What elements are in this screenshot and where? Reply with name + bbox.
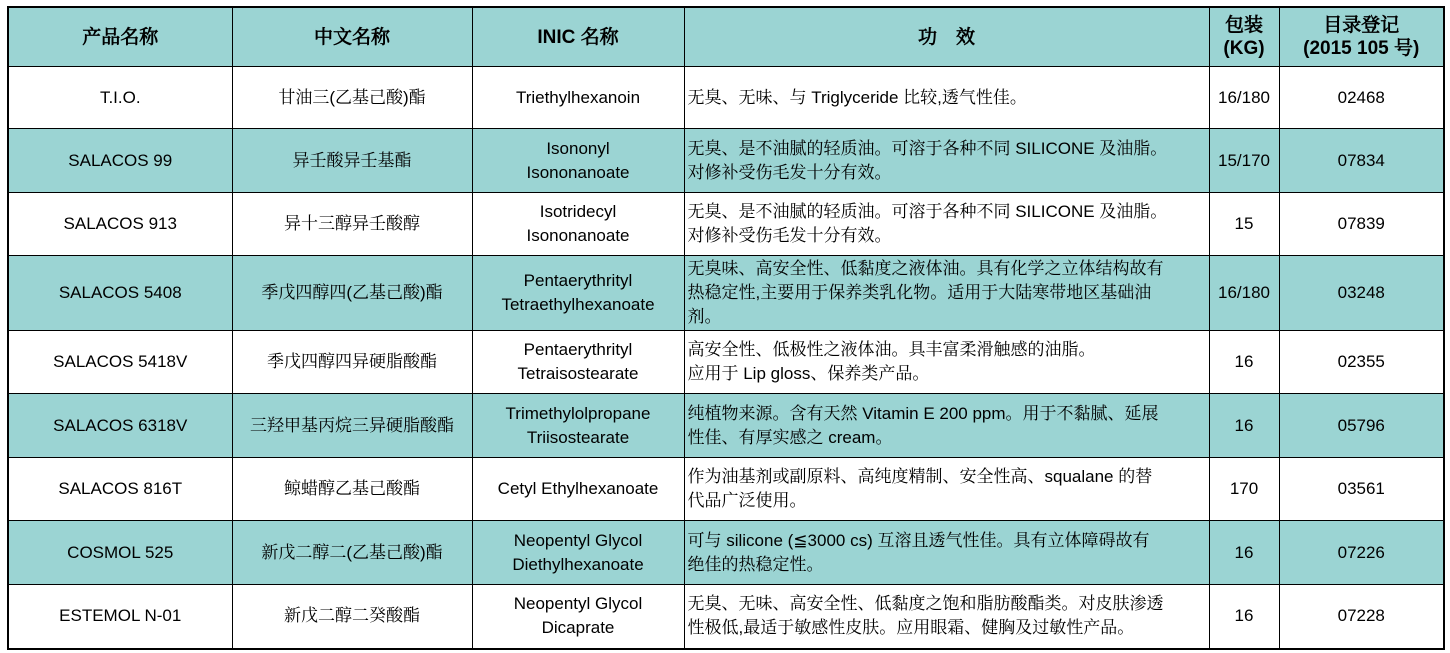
effect-line: 纯植物来源。含有天然 Vitamin E 200 ppm。用于不黏腻、延展 — [687, 403, 1159, 423]
cell-product-name: T.I.O. — [8, 67, 232, 129]
cell-chinese-name: 异壬酸异壬基酯 — [232, 129, 472, 193]
cell-packaging: 16 — [1209, 394, 1279, 458]
cell-inic-name — [472, 585, 684, 649]
effect-line: 绝佳的热稳定性。 — [687, 554, 824, 574]
table-row — [8, 458, 1444, 521]
cell-packaging: 16/180 — [1209, 256, 1279, 331]
cell-registration: 02468 — [1279, 67, 1444, 129]
cell-registration: 02355 — [1279, 331, 1444, 394]
cell-effect — [684, 331, 1209, 394]
cell-packaging: 15/170 — [1209, 129, 1279, 193]
cell-packaging: 16 — [1209, 331, 1279, 394]
cell-effect — [684, 256, 1209, 331]
effect-line: 剂。 — [687, 307, 722, 326]
inic-line: Isononanoate — [526, 162, 630, 182]
effect-line: 无臭、是不油腻的轻质油。可溶于各种不同 SILICONE 及油脂。 — [687, 202, 1168, 221]
cell-registration: 03248 — [1279, 256, 1444, 331]
effect-line: 高安全性、低极性之液体油。具丰富柔滑触感的油脂。 — [687, 340, 1096, 359]
cell-registration: 07834 — [1279, 129, 1444, 193]
cell-packaging: 16 — [1209, 521, 1279, 585]
effect-line: 热稳定性,主要用于保养类乳化物。适用于大陆寒带地区基础油 — [687, 283, 1152, 302]
effect-line: 作为油基剂或副原料、高纯度精制、安全性高、squalane 的替 — [687, 467, 1153, 486]
table-row — [8, 331, 1444, 394]
cell-chinese-name: 季戊四醇四(乙基己酸)酯 — [232, 256, 472, 331]
effect-line: 无臭、无味、与 Triglyceride 比较,透气性佳。 — [687, 87, 1027, 107]
cell-product-name: SALACOS 5408 — [8, 256, 232, 331]
effect-line: 应用于 Lip gloss、保养类产品。 — [687, 364, 930, 383]
cell-chinese-name: 甘油三(乙基己酸)酯 — [232, 67, 472, 129]
cell-inic-name — [472, 256, 684, 331]
cell-registration: 05796 — [1279, 394, 1444, 458]
cell-registration: 03561 — [1279, 458, 1444, 521]
inic-line: Neopentyl Glycol — [513, 594, 643, 614]
table-row — [8, 585, 1444, 649]
table-row — [8, 394, 1444, 458]
cell-inic-name — [472, 521, 684, 585]
cell-registration: 07226 — [1279, 521, 1444, 585]
cell-effect — [684, 193, 1209, 256]
header-registration: 目录登记 (2015 105 号) — [1279, 7, 1444, 67]
header-chinese-name: 中文名称 — [232, 7, 472, 67]
cell-inic-name — [472, 331, 684, 394]
cell-product-name: COSMOL 525 — [8, 521, 232, 585]
cell-inic-name — [472, 193, 684, 256]
table-row — [8, 193, 1444, 256]
cell-packaging: 170 — [1209, 458, 1279, 521]
header-packaging: 包装 (KG) — [1209, 7, 1279, 67]
cell-inic-name — [472, 129, 684, 193]
effect-line: 无臭味、高安全性、低黏度之液体油。具有化学之立体结构故有 — [687, 259, 1164, 278]
cell-product-name: SALACOS 99 — [8, 129, 232, 193]
inic-line: Tetraethylhexanoate — [501, 295, 655, 314]
cell-product-name: SALACOS 6318V — [8, 394, 232, 458]
inic-line: Neopentyl Glycol — [513, 530, 643, 550]
inic-line: Triisostearate — [526, 427, 630, 447]
table-row — [8, 67, 1444, 129]
table-row — [8, 129, 1444, 193]
cell-chinese-name: 新戊二醇二(乙基己酸)酯 — [232, 521, 472, 585]
header-row — [8, 7, 1444, 67]
cell-chinese-name: 三羟甲基丙烷三异硬脂酸酯 — [232, 394, 472, 458]
inic-line: Isotridecyl — [539, 202, 617, 221]
inic-line: Trimethylolpropane — [505, 403, 651, 423]
cell-inic-name — [472, 394, 684, 458]
table-row — [8, 256, 1444, 331]
effect-line: 性佳、有厚实感之 cream。 — [687, 427, 893, 447]
cell-effect — [684, 585, 1209, 649]
inic-line: Dicaprate — [541, 618, 615, 638]
inic-line: Tetraisostearate — [517, 364, 639, 383]
effect-line: 无臭、无味、高安全性、低黏度之饱和脂肪酸酯类。对皮肤渗透 — [687, 594, 1164, 614]
product-table — [7, 6, 1445, 650]
cell-registration: 07839 — [1279, 193, 1444, 256]
cell-chinese-name: 新戊二醇二癸酸酯 — [232, 585, 472, 649]
effect-line: 可与 silicone (≦3000 cs) 互溶且透气性佳。具有立体障碍故有 — [687, 530, 1150, 550]
inic-line: Pentaerythrityl — [523, 340, 633, 359]
cell-effect — [684, 458, 1209, 521]
cell-chinese-name: 鲸蜡醇乙基己酸酯 — [232, 458, 472, 521]
cell-inic-name — [472, 458, 684, 521]
effect-line: 无臭、是不油腻的轻质油。可溶于各种不同 SILICONE 及油脂。 — [687, 138, 1168, 158]
inic-line: Pentaerythrityl — [523, 271, 633, 290]
effect-line: 对修补受伤毛发十分有效。 — [687, 162, 892, 182]
cell-registration: 07228 — [1279, 585, 1444, 649]
cell-product-name: SALACOS 913 — [8, 193, 232, 256]
cell-packaging: 16 — [1209, 585, 1279, 649]
inic-line: Triethylhexanoin — [515, 87, 641, 107]
cell-packaging: 16/180 — [1209, 67, 1279, 129]
cell-effect — [684, 394, 1209, 458]
inic-line: Cetyl Ethylhexanoate — [497, 479, 659, 498]
header-inic-name: INIC 名称 — [472, 7, 684, 67]
effect-line: 代品广泛使用。 — [687, 491, 807, 510]
cell-product-name: ESTEMOL N-01 — [8, 585, 232, 649]
cell-packaging: 15 — [1209, 193, 1279, 256]
inic-line: Isononyl — [546, 138, 610, 158]
cell-effect — [684, 521, 1209, 585]
table-row — [8, 521, 1444, 585]
inic-line: Isononanoate — [526, 226, 630, 245]
cell-inic-name — [472, 67, 684, 129]
cell-chinese-name: 异十三醇异壬酸醇 — [232, 193, 472, 256]
cell-product-name: SALACOS 5418V — [8, 331, 232, 394]
cell-effect — [684, 129, 1209, 193]
cell-chinese-name: 季戊四醇四异硬脂酸酯 — [232, 331, 472, 394]
cell-product-name: SALACOS 816T — [8, 458, 232, 521]
effect-line: 性极低,最适于敏感性皮肤。应用眼霜、健胸及过敏性产品。 — [687, 618, 1135, 638]
inic-line: Diethylhexanoate — [512, 554, 644, 574]
header-effect: 功 效 — [684, 7, 1209, 67]
cell-effect — [684, 67, 1209, 129]
effect-line: 对修补受伤毛发十分有效。 — [687, 226, 892, 245]
header-product-name: 产品名称 — [8, 7, 232, 67]
